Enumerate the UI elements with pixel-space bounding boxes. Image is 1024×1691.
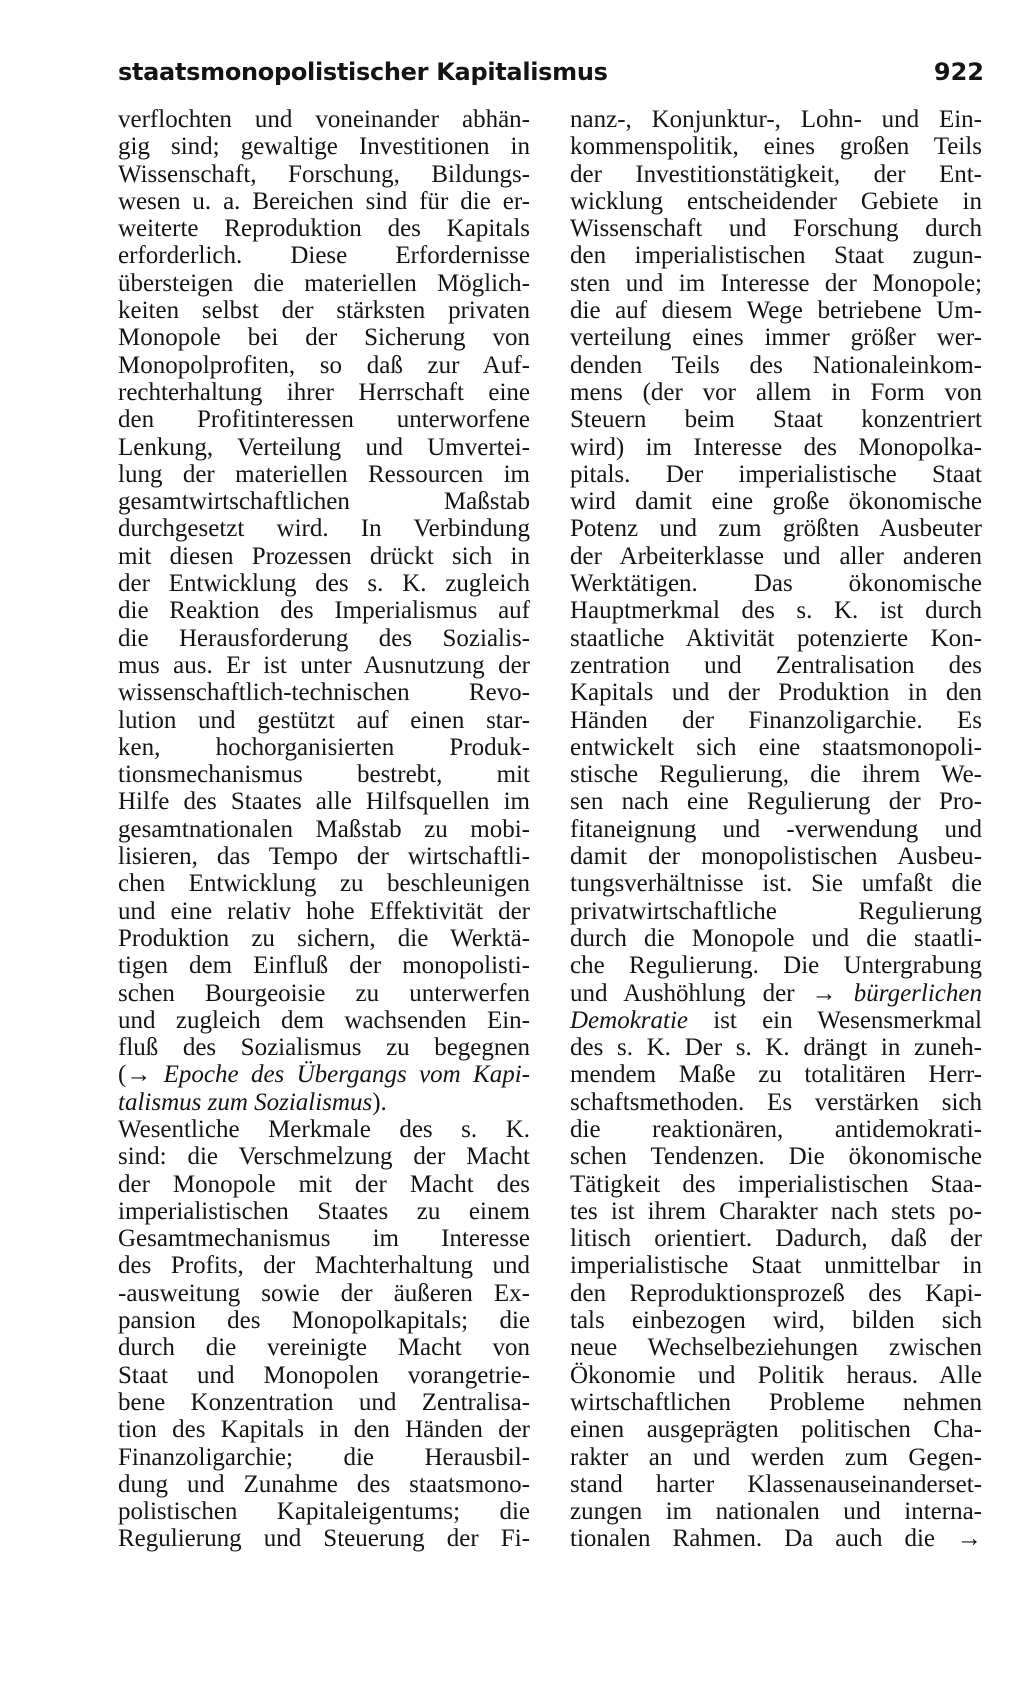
text-line [118,1416,530,1443]
text-line [118,270,530,297]
text-segment: Monopole bei der Sicherung von [118,324,530,352]
text-segment: tungsverhältnisse ist. Sie umfaßt die [570,870,982,898]
text-segment: Wissenschaft, Forschung, Bildungs- [118,160,530,188]
text-segment: Monopolprofiten, so daß zur Auf- [118,351,530,379]
text-segment: stand harter Klassenauseinanderset- [570,1470,982,1498]
text-line [570,1389,982,1416]
text-line [118,1334,530,1361]
text-segment: denden Teils des Nationaleinkom- [570,351,982,379]
text-line [118,161,530,188]
text-segment: bene Konzentration und Zentralisa- [118,1388,530,1416]
text-line [118,1471,530,1498]
text-segment: Staat und Monopolen vorangetrie- [118,1361,530,1389]
text-line [118,980,530,1007]
text-line [118,543,530,570]
text-segment: und zugleich dem wachsenden Ein- [118,1006,530,1034]
text-line [118,1171,530,1198]
text-segment: des Profits, der Machterhaltung und [118,1252,530,1280]
text-line [570,1034,982,1061]
text-segment: weiterte Reproduktion des Kapitals [118,215,530,243]
text-segment: Hilfe des Staates alle Hilfsquellen im [118,788,530,816]
text-line [570,324,982,351]
text-line [118,1116,530,1143]
text-segment: Steuern beim Staat konzentriert [570,406,982,434]
text-segment: zentration und Zentralisation des [570,651,982,679]
text-segment: Händen der Finanzoligarchie. Es [570,706,982,734]
text-line [118,1252,530,1279]
text-line [570,1171,982,1198]
text-segment: stische Regulierung, die ihrem We- [570,761,982,789]
text-segment: litisch orientiert. Dadurch, daß der [570,1225,982,1253]
text-segment: verteilung eines immer größer wer- [570,324,982,352]
text-segment: gesamtnationalen Maßstab zu mobi- [118,815,530,843]
text-line [570,1416,982,1443]
text-segment: Finanzoligarchie; die Herausbil- [118,1443,530,1471]
text-segment: übersteigen die materiellen Möglich- [118,269,530,297]
text-segment: sten und im Interesse der Monopole; [570,269,982,297]
text-line [570,515,982,542]
left-text-column [118,106,530,1553]
text-segment: Kapitals und der Produktion in den [570,679,982,707]
cross-reference-text: Demokratie [570,1006,689,1034]
text-line [570,133,982,160]
text-line [118,188,530,215]
text-line [570,1471,982,1498]
text-line [118,215,530,242]
text-line [570,461,982,488]
text-segment: kommenspolitik, eines großen Teils [570,133,982,161]
text-line [118,1280,530,1307]
text-segment: entwickelt sich eine staatsmonopoli- [570,733,982,761]
text-segment: gesamtwirtschaftlichen Maßstab [118,488,530,516]
text-line [118,1525,530,1552]
text-segment: Gesamtmechanismus im Interesse [118,1225,530,1253]
text-line [570,188,982,215]
cross-reference-text: bürgerlichen [853,979,982,1007]
text-line [570,1280,982,1307]
text-segment: mus aus. Er ist unter Ausnutzung der [118,651,530,679]
text-line [118,488,530,515]
text-line [118,679,530,706]
text-line [570,434,982,461]
page-header [118,58,984,94]
text-segment: durch die Monopole und die staatli- [570,924,982,952]
text-line [570,1307,982,1334]
text-line [118,1198,530,1225]
text-line [118,297,530,324]
text-line [118,597,530,624]
text-line [570,788,982,815]
text-line [570,1225,982,1252]
text-line [118,133,530,160]
text-line [118,1061,530,1088]
running-head: staatsmonopolistischer Kapitalismus [118,58,608,86]
text-line [570,1498,982,1525]
text-line [570,870,982,897]
text-segment: rechterhaltung ihrer Herrschaft eine [118,378,530,406]
text-segment: imperialistischen Staates zu einem [118,1197,530,1225]
text-segment: und eine relativ hohe Effektivität der [118,897,530,925]
text-segment: sen nach eine Regulierung der Pro- [570,788,982,816]
text-line [118,1444,530,1471]
text-line [570,925,982,952]
text-line [570,488,982,515]
text-segment: Potenz und zum größten Ausbeuter [570,515,982,543]
text-line [570,843,982,870]
text-line [570,1143,982,1170]
text-line [570,761,982,788]
text-segment: durchgesetzt wird. In Verbindung [118,515,530,543]
text-segment: der Investitionstätigkeit, der Ent- [570,160,982,188]
text-segment: Hauptmerkmal des s. K. ist durch [570,597,982,625]
text-line [570,242,982,269]
text-segment: tals einbezogen wird, bilden sich [570,1307,982,1335]
text-line [570,1061,982,1088]
text-line [118,1034,530,1061]
text-segment: chen Entwicklung zu beschleunigen [118,870,530,898]
text-segment: che Regulierung. Die Untergrabung [570,952,982,980]
text-segment: tion des Kapitals in den Händen der [118,1416,530,1444]
text-segment: zungen im nationalen und interna- [570,1498,982,1526]
text-segment: privatwirtschaftliche Regulierung [570,897,982,925]
text-line [118,1007,530,1034]
text-segment: lisieren, das Tempo der wirtschaftli- [118,843,530,871]
text-line [118,515,530,542]
text-segment: (→ [118,1061,164,1089]
text-line [570,734,982,761]
text-line [118,1389,530,1416]
text-line [118,816,530,843]
text-segment: wicklung entscheidender Gebiete in [570,187,982,215]
text-line [118,570,530,597]
text-line [570,106,982,133]
text-line [570,297,982,324]
text-segment: mens (der vor allem in Form von [570,378,982,406]
text-segment: tes ist ihrem Charakter nach stets po- [570,1197,982,1225]
text-segment: mit diesen Prozessen drückt sich in [118,542,530,570]
text-line [118,788,530,815]
text-segment: erforderlich. Diese Erfordernisse [118,242,530,270]
text-segment: Produktion zu sichern, die Werktä- [118,924,530,952]
text-segment: schen Tendenzen. Die ökonomische [570,1143,982,1171]
text-line [118,324,530,351]
text-segment: staatliche Aktivität potenzierte Kon- [570,624,982,652]
text-line [570,352,982,379]
text-segment: Lenkung, Verteilung und Umvertei- [118,433,530,461]
text-line [118,625,530,652]
text-segment: die reaktionären, antidemokrati- [570,1115,982,1143]
text-line [118,1225,530,1252]
page-number: 922 [933,58,984,86]
text-segment: der Monopole mit der Macht des [118,1170,530,1198]
text-segment: Ökonomie und Politik heraus. Alle [570,1361,982,1389]
cross-reference-text: talismus zum Sozialismus [118,1088,373,1116]
text-line [118,434,530,461]
text-line [118,652,530,679]
text-line [570,707,982,734]
text-line [118,406,530,433]
text-segment: gig sind; gewaltige Investitionen in [118,133,530,161]
text-segment: wirtschaftlichen Probleme nehmen [570,1388,982,1416]
text-segment: verflochten und voneinander abhän- [118,106,530,133]
text-segment: damit der monopolistischen Ausbeu- [570,843,982,871]
text-segment: pitals. Der imperialistische Staat [570,460,982,488]
text-line [118,106,530,133]
text-line [570,1252,982,1279]
text-line [118,1089,530,1116]
text-line [570,543,982,570]
text-line [118,1362,530,1389]
text-line [118,925,530,952]
text-line [570,379,982,406]
text-line [570,570,982,597]
text-line [570,898,982,925]
text-line [118,952,530,979]
text-segment: polistischen Kapitaleigentums; die [118,1498,530,1526]
text-segment: sind: die Verschmelzung der Macht [118,1143,530,1171]
text-line [118,761,530,788]
text-segment: durch die vereinigte Macht von [118,1334,530,1362]
text-segment: die Herausforderung des Sozialis- [118,624,530,652]
text-line [570,652,982,679]
right-text-column [570,106,982,1553]
text-line [570,980,982,1007]
text-segment: tionsmechanismus bestrebt, mit [118,761,530,789]
text-segment: ken, hochorganisierten Produk- [118,733,530,761]
text-segment: dung und Zunahme des staatsmono- [118,1470,530,1498]
text-line [570,270,982,297]
text-segment: ist ein Wesensmerkmal [688,1006,982,1034]
text-segment: neue Wechselbeziehungen zwischen [570,1334,982,1362]
text-line [118,352,530,379]
text-line [570,816,982,843]
text-line [118,843,530,870]
text-segment: fluß des Sozialismus zu begegnen [118,1034,530,1062]
text-line [570,952,982,979]
text-segment: wesen u. a. Bereichen sind für die er- [118,187,530,215]
text-line [570,1089,982,1116]
text-line [118,734,530,761]
text-line [570,215,982,242]
text-segment: den Reproduktionsprozeß des Kapi- [570,1279,982,1307]
text-line [118,1498,530,1525]
text-segment: den Profitinteressen unterworfene [118,406,530,434]
text-segment: einen ausgeprägten politischen Cha- [570,1416,982,1444]
text-line [570,1007,982,1034]
text-line [118,379,530,406]
text-segment: rakter an und werden zum Gegen- [570,1443,982,1471]
text-segment: des s. K. Der s. K. drängt in zuneh- [570,1034,982,1062]
text-line [118,898,530,925]
text-segment: imperialistische Staat unmittelbar in [570,1252,982,1280]
text-line [570,625,982,652]
text-segment: die auf diesem Wege betriebene Um- [570,297,982,325]
text-line [118,1143,530,1170]
text-line [570,597,982,624]
text-segment: keiten selbst der stärksten privaten [118,297,530,325]
text-segment: tionalen Rahmen. Da auch die → [570,1525,982,1553]
text-segment: lution und gestützt auf einen star- [118,706,530,734]
text-line [118,707,530,734]
text-segment: schaftsmethoden. Es verstärken sich [570,1088,982,1116]
text-segment: Werktätigen. Das ökonomische [570,570,982,598]
text-line [118,461,530,488]
text-segment: -ausweitung sowie der äußeren Ex- [118,1279,530,1307]
text-segment: die Reaktion des Imperialismus auf [118,597,530,625]
text-line [570,1362,982,1389]
text-segment: tigen dem Einfluß der monopolisti- [118,952,530,980]
text-segment: der Entwicklung des s. K. zugleich [118,570,530,598]
text-line [570,679,982,706]
text-line [570,1116,982,1143]
text-segment: den imperialistischen Staat zugun- [570,242,982,270]
text-line [570,161,982,188]
text-segment: Tätigkeit des imperialistischen Staa- [570,1170,982,1198]
text-line [570,1334,982,1361]
text-line [118,1307,530,1334]
text-segment: wird) im Interesse des Monopolka- [570,433,982,461]
text-line [118,870,530,897]
text-segment: Wesentliche Merkmale des s. K. [118,1115,530,1143]
text-segment: ). [372,1088,387,1116]
text-segment: pansion des Monopolkapitals; die [118,1307,530,1335]
text-segment: mendem Maße zu totalitären Herr- [570,1061,982,1089]
text-segment: nanz-, Konjunktur-, Lohn- und Ein- [570,106,982,133]
text-segment: lung der materiellen Ressourcen im [118,460,530,488]
text-line [570,1198,982,1225]
text-segment: wird damit eine große ökonomische [570,488,982,516]
text-segment: fitaneignung und -verwendung und [570,815,982,843]
text-line [570,406,982,433]
text-segment: der Arbeiterklasse und aller anderen [570,542,982,570]
text-segment: Wissenschaft und Forschung durch [570,215,982,243]
text-segment: schen Bourgeoisie zu unterwerfen [118,979,530,1007]
text-segment: wissenschaftlich-technischen Revo- [118,679,530,707]
text-segment: und Aushöhlung der → [570,979,854,1007]
text-line [570,1444,982,1471]
text-line [570,1525,982,1552]
text-line [118,242,530,269]
cross-reference-text: Epoche des Übergangs vom Kapi- [163,1061,530,1089]
text-segment: Regulierung und Steuerung der Fi- [118,1525,530,1553]
